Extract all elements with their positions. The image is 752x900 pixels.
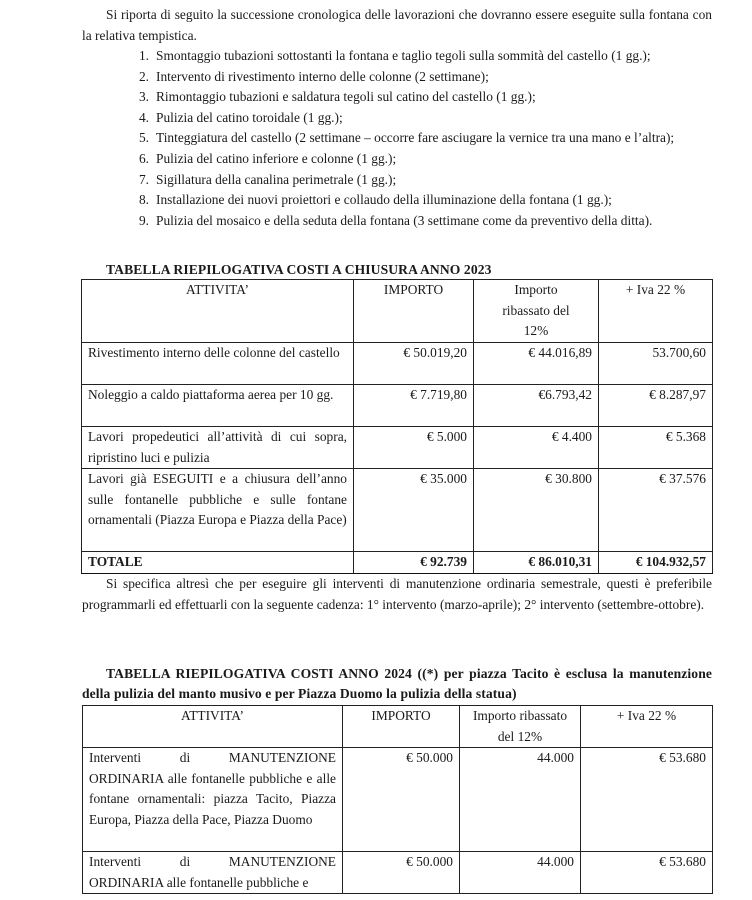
cell-vat: € 37.576: [599, 469, 713, 552]
header-discounted-amount: Importo ribassato del 12%: [474, 280, 599, 343]
header-activity: ATTIVITA’: [83, 706, 343, 748]
cost-table-2024: [82, 705, 713, 894]
cell-activity: Noleggio a caldo piattaforma aerea per 10 gg.: [82, 385, 354, 427]
cell-activity: Lavori già ESEGUITI e a chiusura dell’anno sulle fontanelle pubbliche e sulle fontane ornamentali (Piazza Europa e Piazza della Pace): [82, 469, 354, 552]
list-item: [131, 170, 716, 191]
table-row: [83, 748, 713, 852]
total-discounted-amount: € 86.010,31: [474, 552, 599, 574]
list-item: [131, 211, 716, 232]
cell-amount: € 5.000: [354, 427, 474, 469]
cell-vat: € 53.680: [581, 748, 713, 852]
list-item-text: Pulizia del catino toroidale (1 gg.);: [156, 109, 343, 125]
cell-amount: € 35.000: [354, 469, 474, 552]
header-amount: IMPORTO: [354, 280, 474, 343]
total-vat: € 104.932,57: [599, 552, 713, 574]
cell-activity: [83, 852, 343, 894]
table-2024-caption-text: TABELLA RIEPILOGATIVA COSTI ANNO 2024 ((*) per piazza Tacito è esclusa la manutenzione della pulizia del manto musivo e per Piazza Duomo la pulizia della statua): [82, 666, 712, 701]
table-2023-caption: TABELLA RIEPILOGATIVA COSTI A CHIUSURA ANNO 2023: [106, 262, 492, 277]
total-amount: € 92.739: [354, 552, 474, 574]
header-vat: + Iva 22 %: [581, 706, 713, 748]
header-amount: IMPORTO: [343, 706, 460, 748]
cell-activity-rest: ORDINARIA alle fontanelle pubbliche e alle fontane ornamentali: piazza Tacito, Piazza Europa, Piazza della Pace, Piazza Duomo: [89, 770, 336, 827]
list-item: [131, 87, 716, 108]
cost-table-2023: [81, 279, 713, 574]
cell-discounted-amount: € 4.400: [474, 427, 599, 469]
cell-discounted-amount: €6.793,42: [474, 385, 599, 427]
table-2024-caption: [82, 664, 712, 704]
cell-activity: Lavori propedeutici all’attività di cui sopra, ripristino luci e pulizia: [82, 427, 354, 469]
list-item-number: 3.: [138, 89, 149, 105]
cell-vat: € 5.368: [599, 427, 713, 469]
work-schedule-list: [131, 46, 716, 231]
list-item-text: Pulizia del catino inferiore e colonne (1 gg.);: [156, 150, 397, 166]
list-item-text: Pulizia del mosaico e della seduta della fontana (3 settimane come da preventivo della ditta).: [156, 212, 653, 228]
maintenance-note-text: Si specifica altresì che per eseguire gli interventi di manutenzione ordinaria semestrale, questi è preferibile programmarli ed effettuarli con la seguente cadenza: 1° intervento (marzo-aprile); 2° intervento (settembre-ottobre).: [82, 576, 712, 612]
total-label: TOTALE: [82, 552, 354, 574]
intro-text: Si riporta di seguito la successione cronologica delle lavorazioni che dovranno essere eseguite sulla fontana con la relativa tempistica.: [82, 7, 712, 43]
list-item-text: Installazione dei nuovi proiettori e collaudo della illuminazione della fontana (1 gg.);: [156, 192, 612, 208]
list-item: [131, 108, 716, 129]
cell-discounted-amount: € 30.800: [474, 469, 599, 552]
list-item-text: Intervento di rivestimento interno delle colonne (2 settimane);: [156, 68, 489, 84]
cell-vat: 53.700,60: [599, 343, 713, 385]
list-item-number: 2.: [138, 68, 149, 84]
cell-activity: Rivestimento interno delle colonne del castello: [82, 343, 354, 385]
list-item-number: 1.: [138, 48, 149, 63]
list-item-number: 7.: [138, 171, 149, 187]
table-row: [82, 427, 713, 469]
table-total-row: [82, 552, 713, 574]
list-item: [131, 46, 716, 67]
intro-paragraph: [82, 5, 712, 46]
list-item: [131, 149, 716, 170]
cell-amount: € 50.000: [343, 748, 460, 852]
list-item-text: Rimontaggio tubazioni e saldatura tegoli sul catino del castello (1 gg.);: [156, 89, 536, 105]
list-item: [131, 190, 716, 211]
cell-activity-line1: Interventi di MANUTENZIONE: [89, 854, 336, 870]
table-row: [82, 385, 713, 427]
header-vat: + Iva 22 %: [599, 280, 713, 343]
header-discounted-amount: Importo ribassato del 12%: [460, 706, 581, 748]
cell-amount: € 7.719,80: [354, 385, 474, 427]
list-item-number: 6.: [138, 150, 149, 166]
cell-activity-line1: Interventi di MANUTENZIONE: [89, 750, 336, 766]
list-item-text: Smontaggio tubazioni sottostanti la fontana e taglio tegoli sulla sommità del castello (1 gg.);: [156, 48, 651, 63]
cell-discounted-amount: 44.000: [460, 852, 581, 894]
maintenance-note-paragraph: [82, 574, 712, 615]
list-item-text: Tinteggiatura del castello (2 settimane – occorre fare asciugare la vernice tra una mano e l’altra);: [156, 130, 675, 146]
table-row: [82, 469, 713, 552]
table-header-row: [83, 706, 713, 748]
table-header-row: [82, 280, 713, 343]
table-row: [83, 852, 713, 894]
header-activity: ATTIVITA’: [82, 280, 354, 343]
cell-amount: € 50.000: [343, 852, 460, 894]
cell-amount: € 50.019,20: [354, 343, 474, 385]
cell-discounted-amount: 44.000: [460, 748, 581, 852]
cell-activity: [83, 748, 343, 852]
cell-discounted-amount: € 44.016,89: [474, 343, 599, 385]
list-item-text: Sigillatura della canalina perimetrale (1 gg.);: [156, 171, 397, 187]
table-row: [82, 343, 713, 385]
list-item: [131, 128, 716, 149]
cell-vat: € 53.680: [581, 852, 713, 894]
cell-vat: € 8.287,97: [599, 385, 713, 427]
list-item-number: 8.: [138, 192, 149, 208]
list-item-number: 4.: [138, 109, 149, 125]
list-item: [131, 67, 716, 88]
list-item-number: 9.: [138, 212, 149, 228]
cell-activity-rest: ORDINARIA alle fontanelle pubbliche e: [89, 874, 309, 890]
list-item-number: 5.: [138, 130, 149, 146]
